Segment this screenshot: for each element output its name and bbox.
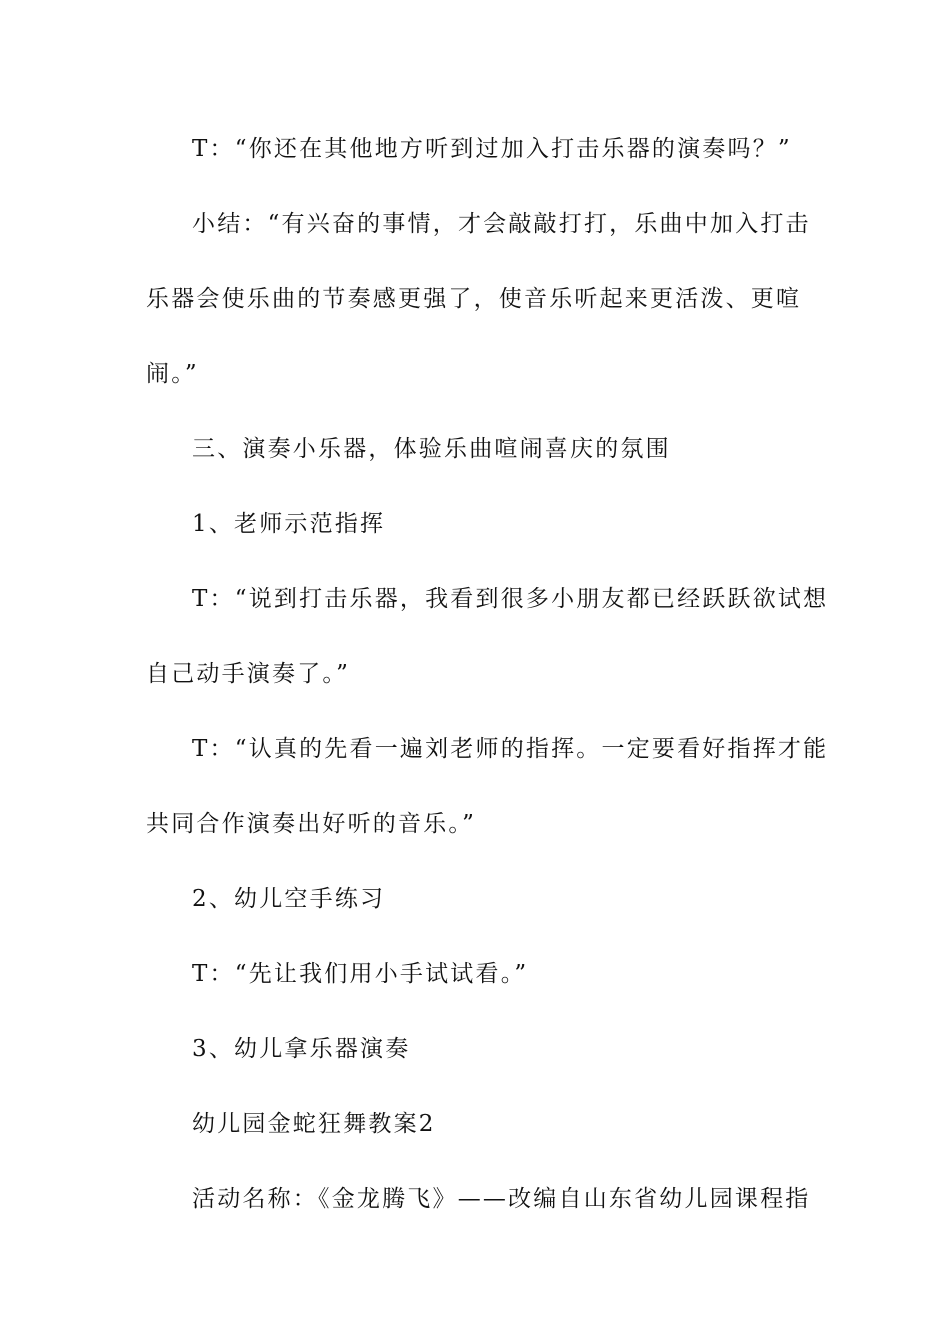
section-heading-three: 三、演奏小乐器，体验乐曲喧闹喜庆的氛围 — [192, 436, 671, 462]
paragraph-hands-practice: T：“先让我们用小手试试看。” — [192, 961, 529, 987]
step-2-heading: 2、幼儿空手练习 — [192, 886, 386, 912]
paragraph-summary-line-2: 乐器会使乐曲的节奏感更强了，使音乐听起来更活泼、更喧 — [146, 286, 802, 312]
paragraph-percussion-line-1: T：“说到打击乐器，我看到很多小朋友都已经跃跃欲试想 — [192, 586, 829, 612]
paragraph-conductor-line-1: T：“认真的先看一遍刘老师的指挥。一定要看好指挥才能 — [192, 736, 829, 762]
paragraph-percussion-line-2: 自己动手演奏了。” — [146, 661, 351, 687]
paragraph-conductor-line-2: 共同合作演奏出好听的音乐。” — [146, 811, 477, 837]
lesson-plan-2-title: 幼儿园金蛇狂舞教案2 — [192, 1111, 436, 1137]
activity-name-line: 活动名称：《金龙腾飞》——改编自山东省幼儿园课程指 — [192, 1186, 811, 1212]
paragraph-summary-line-1: 小结：“有兴奋的事情，才会敲敲打打，乐曲中加入打击 — [192, 211, 811, 237]
paragraph-question-other-places: T：“你还在其他地方听到过加入打击乐器的演奏吗？” — [192, 136, 792, 162]
step-1-heading: 1、老师示范指挥 — [192, 511, 386, 537]
step-3-heading: 3、幼儿拿乐器演奏 — [192, 1036, 411, 1062]
paragraph-summary-line-3: 闹。” — [146, 361, 199, 387]
